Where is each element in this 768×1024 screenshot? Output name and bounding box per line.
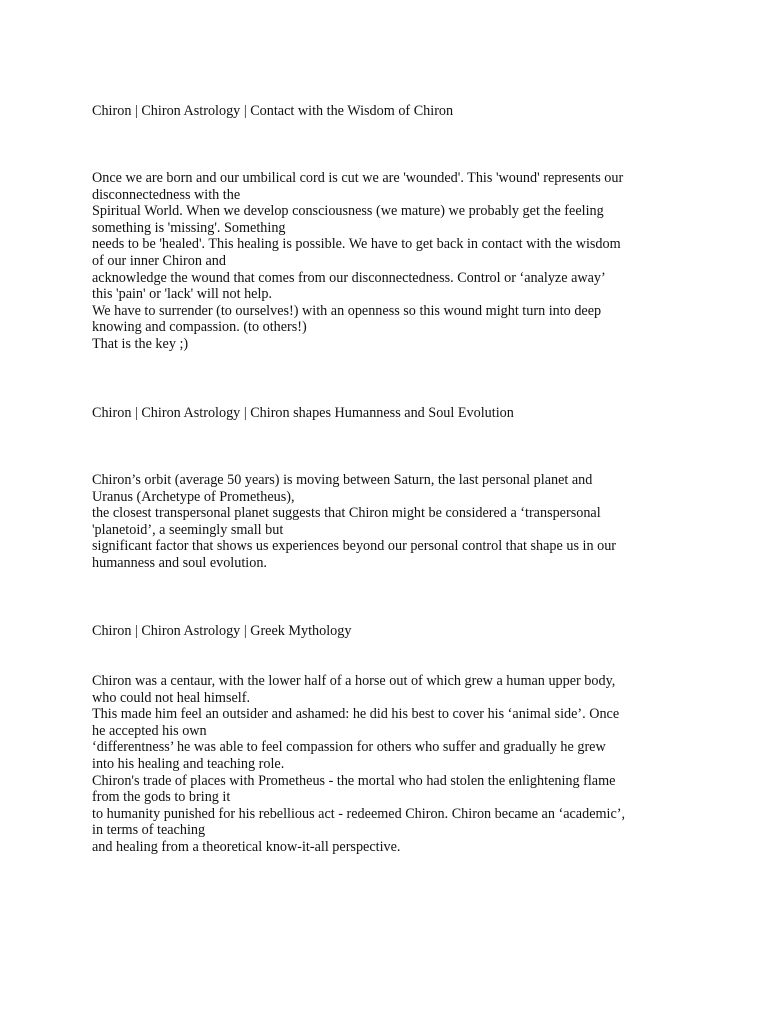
heading-greek-mythology: Chiron | Chiron Astrology | Greek Mythology [92, 623, 352, 639]
paragraph-line: to humanity punished for his rebellious act - redeemed Chiron. Chiron became an ‘academic’, [92, 805, 626, 822]
paragraph-line: of our inner Chiron and [92, 252, 226, 269]
paragraph-line: Once we are born and our umbilical cord is cut we are 'wounded'. This 'wound' represents our [92, 170, 624, 186]
paragraph-line: Chiron was a centaur, with the lower half of a horse out of which grew a human upper body, [92, 673, 616, 689]
paragraph-line: ‘differentness’ he was able to feel compassion for others who suffer and gradually he grew [92, 739, 606, 756]
section-body-1 [92, 170, 692, 353]
paragraph-line: who could not heal himself. [92, 689, 251, 706]
section-body-2 [92, 472, 692, 572]
paragraph-line: this 'pain' or 'lack' will not help. [92, 286, 273, 303]
section-heading-3 [92, 623, 692, 640]
paragraph-line: We have to surrender (to ourselves!) with an openness so this wound might turn into deep [92, 302, 602, 319]
paragraph-line: something is 'missing'. Something [92, 219, 286, 236]
paragraph-line: acknowledge the wound that comes from our disconnectedness. Control or ‘analyze away’ [92, 269, 606, 286]
paragraph-line: Chiron’s orbit (average 50 years) is moving between Saturn, the last personal planet and [92, 472, 593, 488]
paragraph-line: and healing from a theoretical know-it-all perspective. [92, 838, 401, 855]
heading-wisdom-of-chiron: Chiron | Chiron Astrology | Contact with the Wisdom of Chiron [92, 103, 454, 119]
heading-humanness-soul-evolution: Chiron | Chiron Astrology | Chiron shapes Humanness and Soul Evolution [92, 405, 514, 421]
paragraph-line: This made him feel an outsider and ashamed: he did his best to cover his ‘animal side’. Once [92, 706, 620, 723]
paragraph-line: into his healing and teaching role. [92, 755, 285, 772]
paragraph-line: from the gods to bring it [92, 789, 231, 806]
paragraph-line: needs to be 'healed'. This healing is possible. We have to get back in contact with the wisdom [92, 236, 621, 253]
paragraph-line: the closest transpersonal planet suggests that Chiron might be considered a ‘transpersonal [92, 505, 601, 522]
paragraph-line: humanness and soul evolution. [92, 554, 267, 571]
paragraph-line: knowing and compassion. (to others!) [92, 319, 307, 336]
section-heading-1 [92, 103, 692, 120]
paragraph-line: Spiritual World. When we develop consciousness (we mature) we probably get the feeling [92, 203, 604, 220]
paragraph-line: disconnectedness with the [92, 186, 241, 203]
paragraph-line: 'planetoid’, a seemingly small but [92, 521, 284, 538]
paragraph-line: That is the key ;) [92, 335, 189, 352]
section-body-3 [92, 673, 692, 856]
paragraph-line: he accepted his own [92, 722, 207, 739]
paragraph-line: significant factor that shows us experiences beyond our personal control that shape us in our [92, 538, 617, 555]
paragraph-line: Uranus (Archetype of Prometheus), [92, 488, 295, 505]
paragraph-line: Chiron's trade of places with Prometheus - the mortal who had stolen the enlightening flame [92, 772, 616, 789]
paragraph-line: in terms of teaching [92, 822, 206, 839]
section-heading-2 [92, 405, 692, 422]
